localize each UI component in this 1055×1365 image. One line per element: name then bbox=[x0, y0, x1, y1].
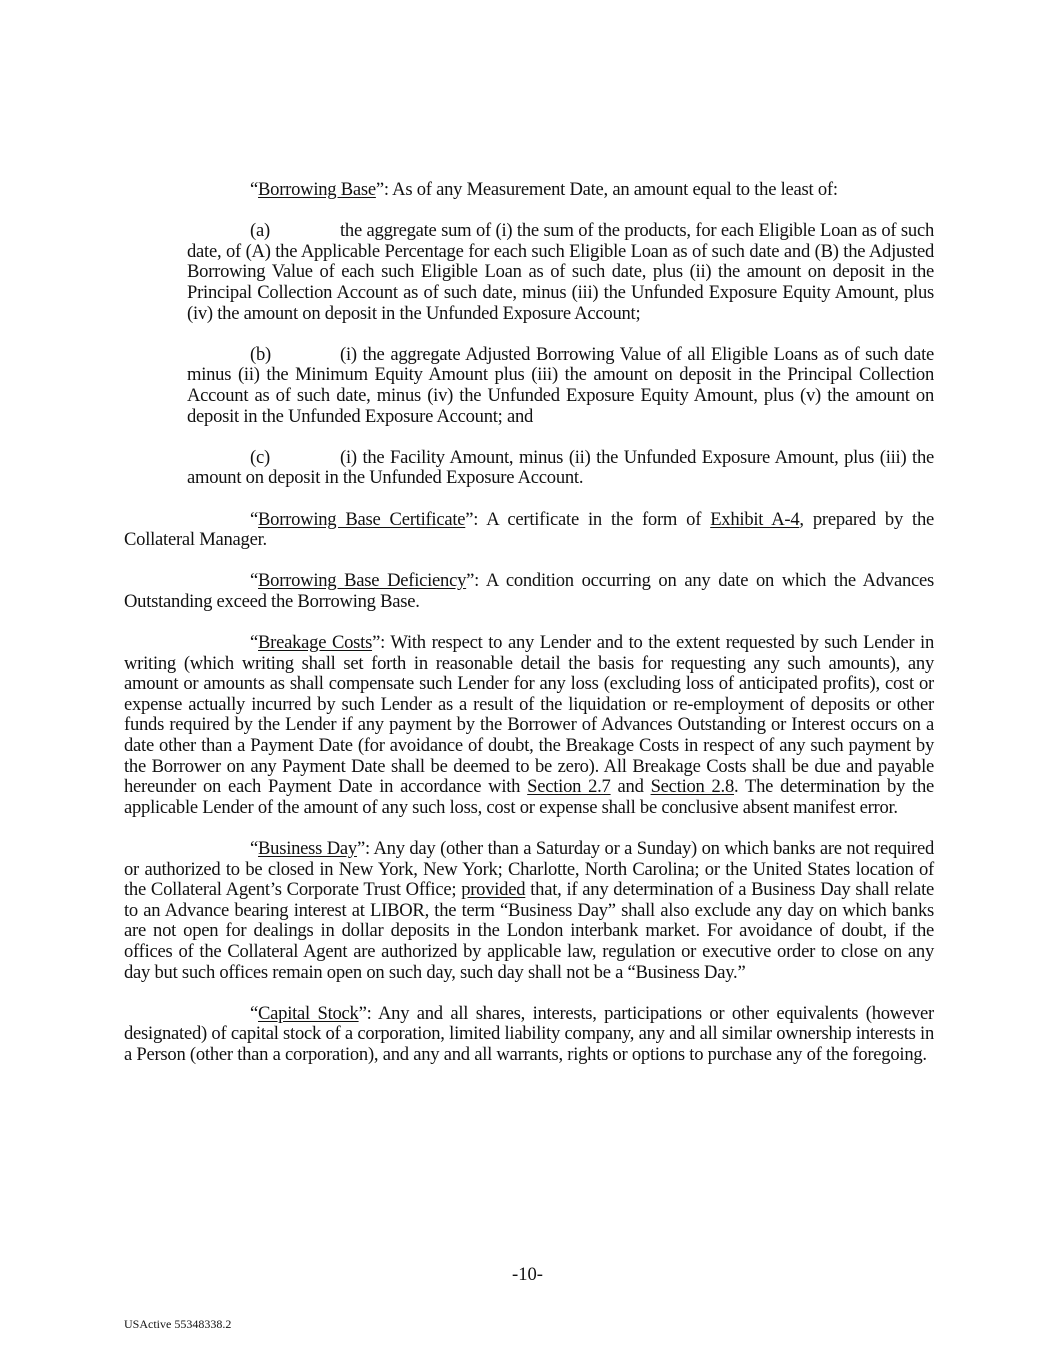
section-reference: Section 2.8 bbox=[650, 776, 735, 798]
definition-business-day bbox=[124, 839, 934, 983]
defined-term: Capital Stock bbox=[258, 1002, 359, 1024]
definition-borrowing-base bbox=[124, 180, 934, 201]
defined-term: Borrowing Base bbox=[258, 179, 376, 200]
quote: “ bbox=[250, 1002, 259, 1024]
clause-a bbox=[187, 221, 934, 324]
quote: “ bbox=[250, 570, 259, 592]
clause-text: (i) the aggregate Adjusted Borrowing Value of all Eligible Loans as of such date minus (ii) the Minimum Equity Amount plus (iii) the amount on deposit in the Principal Collection Account as of such date, minus (iv) the Unfunded Exposure Equity Amount, plus (v) the amount on deposit in the Unfunded Exposure Account; and bbox=[187, 343, 934, 427]
clause-text: (i) the Facility Amount, minus (ii) the Unfunded Exposure Amount, plus (iii) the amount on deposit in the Unfunded Exposure Account. bbox=[187, 446, 934, 489]
document-footer-id: USActive 55348338.2 bbox=[124, 1317, 232, 1331]
defined-term: Borrowing Base Certificate bbox=[258, 508, 466, 530]
definition-text: ”: A condition occurring on any date on which the Advances Outstanding exceed the Borrowing Base. bbox=[124, 570, 934, 612]
definition-text: that, if any determination of a Business Day shall relate to an Advance bearing interest at LIBOR, the term “Business Day” shall also exclude any day on which banks are not open for dealings in dollar deposits in the London interbank market. For avoidance of doubt, if the offices of the Collateral Agent are authorized by applicable law, regulation or executive order to close on any day but such offices remain open on such day, such day shall not be a “Business Day.” bbox=[124, 879, 934, 983]
definition-text: ”: With respect to any Lender and to the extent requested by such Lender in writing (which writing shall set forth in reasonable detail the basis for requesting any such amounts), any amount or amounts as shall compensate such Lender for any loss (excluding loss of anticipated profits), cost or expense actually incurred by such Lender as a result of the liquidation or re-employment of deposits or other funds required by the Lender if any payment by the Borrower of Advances Outstanding or Interest occurs on a date other than a Payment Date (for avoidance of doubt, the Breakage Costs in respect of any such payment by the Borrower on any Payment Date shall be deemed to be zero). All Breakage Costs shall be due and payable hereunder on each Payment Date in accordance with bbox=[124, 632, 934, 798]
quote: “ bbox=[250, 508, 259, 530]
clause-label: (a) bbox=[250, 220, 270, 242]
defined-term: Borrowing Base Deficiency bbox=[258, 570, 467, 592]
definition-borrowing-base-certificate bbox=[124, 510, 934, 551]
quote: “ bbox=[250, 838, 259, 859]
definition-text: . The determination by the applicable Lender of the amount of any such loss, cost or expense shall be conclusive absent manifest error. bbox=[124, 776, 935, 818]
definition-text: ”: A certificate in the form of bbox=[465, 508, 711, 530]
clause-text: the aggregate sum of (i) the sum of the products, for each Eligible Loan as of such date, of (A) the Applicable Percentage for each such Eligible Loan as of such date and (B) the Adjusted Borrowing Value of each such Eligible Loan as of such date, plus (ii) the amount on deposit in the Principal Collection Account as of such date, minus (iii) the Unfunded Exposure Equity Amount, plus (iv) the amount on deposit in the Unfunded Exposure Account; bbox=[187, 220, 934, 324]
definition-text: ”: Any day (other than a Saturday or a Sunday) on which banks are not required or authorized to be closed in New York, New York; Charlotte, North Carolina; or the United States location of the Collateral Agent’s Corporate Trust Office; bbox=[124, 838, 934, 901]
document-page bbox=[124, 180, 934, 1086]
clause-c bbox=[187, 448, 934, 489]
definition-capital-stock bbox=[124, 1004, 934, 1066]
defined-term: Business Day bbox=[258, 838, 357, 859]
clause-label: (b) bbox=[250, 343, 271, 365]
clause-label: (c) bbox=[250, 446, 270, 468]
quote: “ bbox=[250, 632, 259, 654]
defined-term: Breakage Costs bbox=[258, 632, 373, 654]
definition-text: and bbox=[610, 776, 651, 798]
definition-borrowing-base-deficiency bbox=[124, 571, 934, 612]
definition-breakage-costs bbox=[124, 633, 934, 818]
proviso-term: provided bbox=[461, 879, 526, 901]
exhibit-reference: Exhibit A-4 bbox=[710, 508, 800, 530]
definition-text: ”: As of any Measurement Date, an amount equal to the least of: bbox=[375, 179, 838, 200]
page-number: -10- bbox=[512, 1264, 543, 1285]
clause-b bbox=[187, 345, 934, 427]
quote: “ bbox=[250, 179, 259, 200]
definition-text: , prepared by the Collateral Manager. bbox=[124, 508, 934, 551]
definition-text: ”: Any and all shares, interests, participations or other equivalents (however designated) of capital stock of a corporation, limited liability company, any and all similar ownership interests in a Person (other than a corporation), and any and all warrants, rights or options to purchase any of the foregoing. bbox=[124, 1002, 934, 1065]
section-reference: Section 2.7 bbox=[527, 776, 611, 798]
